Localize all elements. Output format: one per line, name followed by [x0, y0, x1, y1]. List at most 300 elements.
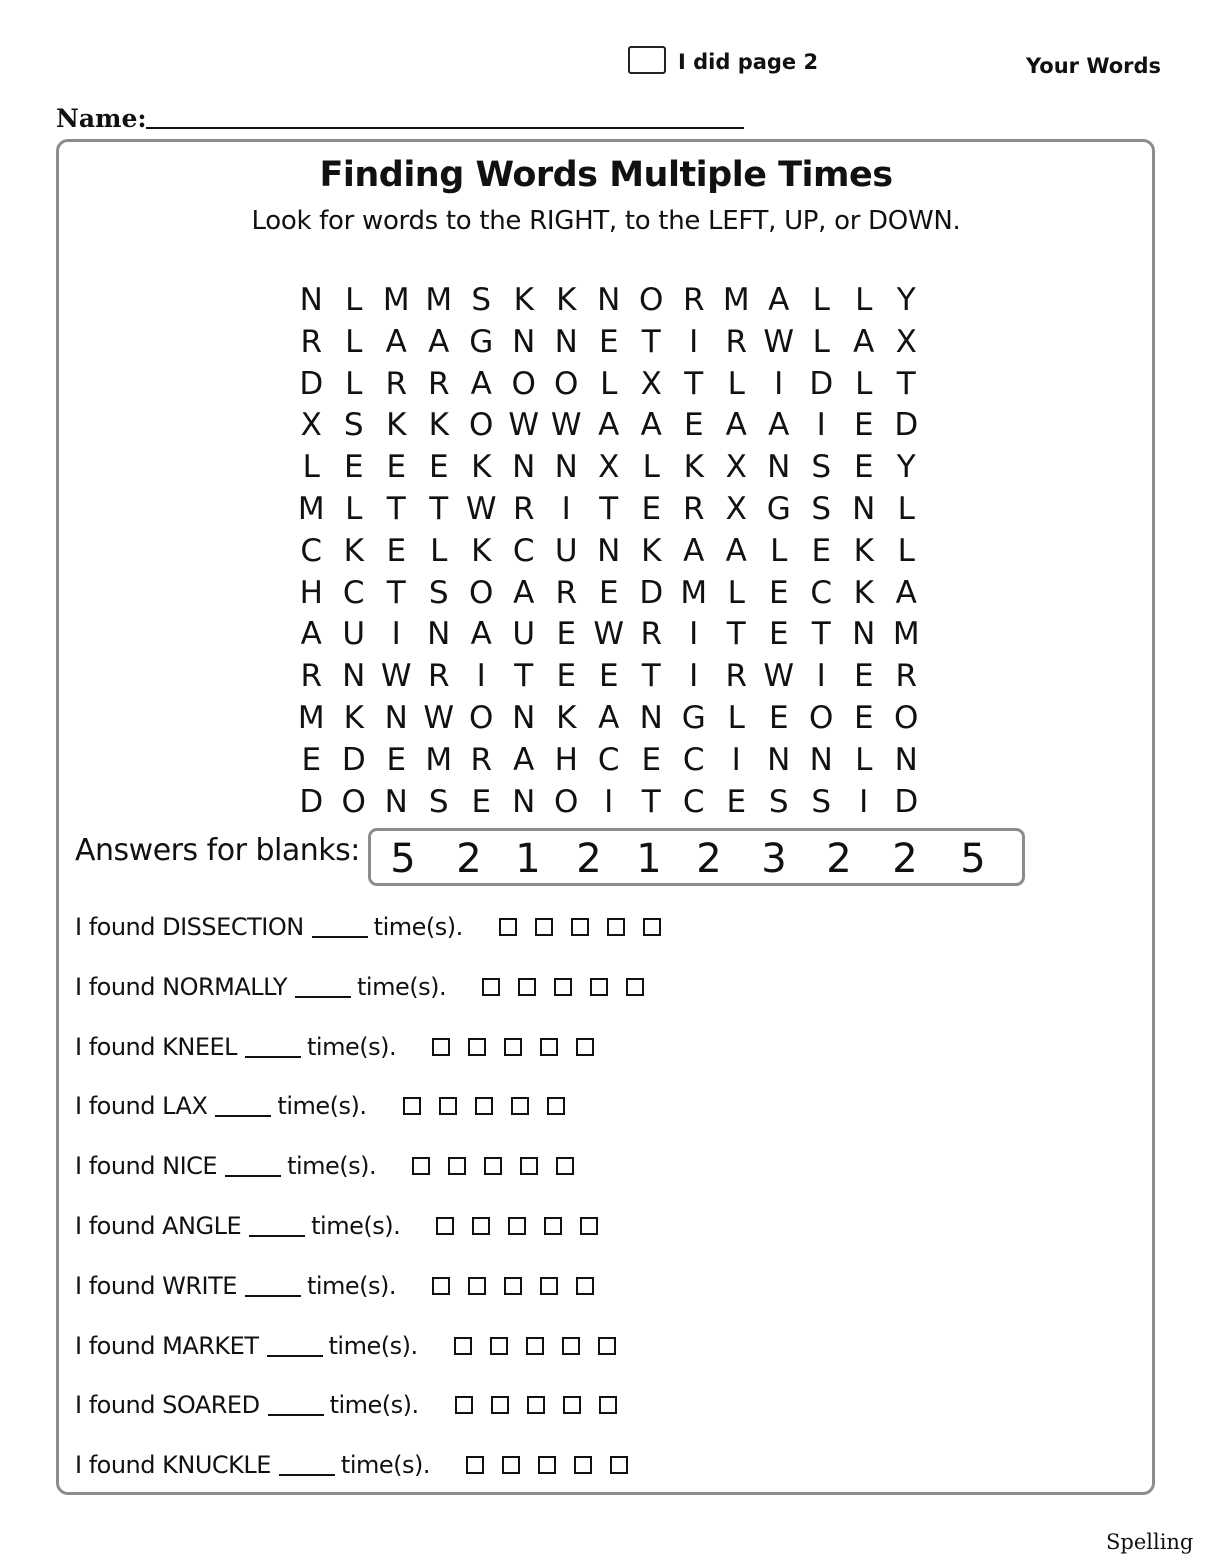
tally-checkbox[interactable] — [540, 1038, 558, 1056]
grid-letter: A — [470, 616, 492, 653]
grid-letter: I — [391, 616, 401, 653]
question-suffix: time(s). — [277, 1092, 367, 1121]
grid-letter: M — [297, 700, 325, 736]
your-words-label: Your Words — [1026, 54, 1162, 78]
grid-letter: W — [593, 616, 625, 653]
grid-letter: L — [345, 323, 363, 360]
grid-letter: N — [597, 532, 621, 569]
grid-letter: R — [512, 491, 535, 527]
tally-checkbox[interactable] — [482, 978, 500, 996]
grid-row — [290, 660, 928, 702]
question-suffix: time(s). — [340, 1451, 431, 1480]
tally-checkbox[interactable] — [554, 978, 572, 996]
grid-letter: O — [639, 282, 664, 318]
grid-letter: X — [895, 323, 917, 360]
question-suffix: time(s). — [287, 1152, 377, 1181]
grid-letter: T — [811, 616, 831, 653]
grid-row — [290, 574, 928, 619]
question-row — [75, 1450, 646, 1480]
question-text: I found DISSECTION — [75, 913, 304, 941]
grid-letter: A — [513, 574, 535, 611]
tally-checkbox[interactable] — [490, 1337, 508, 1355]
question-text: I found MARKET — [75, 1331, 259, 1360]
grid-row — [290, 702, 928, 744]
grid-letter: L — [345, 491, 363, 527]
tally-checkbox[interactable] — [598, 1337, 616, 1355]
page-title: Finding Words Multiple Times — [319, 155, 893, 195]
grid-letter: M — [425, 741, 453, 778]
answer-number: 3 — [761, 836, 787, 882]
grid-letter: E — [853, 449, 874, 486]
tally-checkbox[interactable] — [643, 918, 661, 936]
grid-row — [290, 451, 928, 493]
grid-letter: K — [853, 532, 874, 569]
answer-blank[interactable] — [279, 1474, 335, 1476]
grid-letter: M — [297, 491, 325, 527]
tally-checkbox[interactable] — [508, 1217, 526, 1235]
grid-letter: L — [430, 532, 448, 569]
name-label: Name: — [56, 104, 147, 133]
question-text: I found ANGLE — [75, 1212, 242, 1240]
grid-letter: D — [639, 574, 664, 611]
question-row — [75, 1271, 612, 1301]
did-page-2-checkbox[interactable] — [628, 46, 666, 74]
grid-letter: T — [386, 491, 406, 527]
grid-letter: T — [641, 783, 661, 820]
grid-letter: E — [726, 783, 747, 820]
grid-letter: U — [512, 616, 536, 653]
tally-checkbox[interactable] — [610, 1456, 628, 1474]
grid-letter: C — [597, 741, 620, 778]
grid-letter: X — [725, 491, 747, 527]
grid-letter: N — [512, 323, 536, 360]
grid-letter: I — [476, 658, 486, 695]
grid-letter: L — [855, 365, 873, 402]
tally-checkbox[interactable] — [468, 1038, 486, 1056]
question-text: I found KNEEL — [75, 1032, 238, 1061]
grid-letter: D — [299, 365, 324, 402]
grid-letter: D — [809, 365, 834, 402]
tally-checkbox[interactable] — [468, 1277, 486, 1295]
grid-letter: E — [853, 700, 874, 736]
grid-letter: E — [768, 700, 789, 736]
grid-letter: O — [809, 700, 834, 736]
grid-letter: U — [554, 532, 578, 569]
tally-checkbox[interactable] — [599, 1396, 617, 1414]
grid-letter: S — [428, 574, 449, 611]
tally-checkboxes — [482, 978, 662, 996]
question-suffix: time(s). — [373, 913, 463, 941]
grid-letter: W — [423, 700, 455, 736]
answer-blank[interactable] — [215, 1115, 271, 1117]
grid-row — [290, 783, 928, 828]
question-row — [75, 1331, 634, 1361]
question-text: I found WRITE — [75, 1271, 237, 1300]
answers-label: Answers for blanks: — [75, 833, 360, 868]
tally-checkbox[interactable] — [562, 1337, 580, 1355]
tally-checkbox[interactable] — [432, 1038, 450, 1056]
grid-letter: O — [469, 700, 494, 736]
grid-letter: E — [641, 741, 662, 778]
grid-letter: D — [894, 783, 919, 820]
name-field[interactable] — [146, 127, 744, 129]
tally-checkbox[interactable] — [472, 1217, 490, 1235]
grid-letter: A — [853, 323, 875, 360]
grid-letter: N — [767, 741, 791, 778]
grid-letter: A — [598, 700, 620, 736]
grid-letter: E — [386, 449, 407, 486]
grid-letter: A — [598, 407, 620, 444]
tally-checkbox[interactable] — [520, 1157, 538, 1175]
question-text: I found NORMALLY — [75, 972, 287, 1001]
grid-letter: I — [689, 616, 699, 653]
grid-letter: C — [682, 783, 705, 820]
grid-letter: O — [554, 365, 579, 402]
did-page-2-label: I did page 2 — [678, 50, 819, 74]
grid-letter: I — [731, 741, 741, 778]
grid-letter: R — [640, 616, 663, 653]
grid-letter: E — [471, 783, 492, 820]
question-suffix: time(s). — [356, 972, 447, 1001]
grid-letter: H — [299, 574, 323, 611]
grid-letter: L — [855, 741, 873, 778]
grid-letter: S — [471, 282, 492, 318]
tally-checkbox[interactable] — [574, 1456, 592, 1474]
grid-letter: L — [727, 365, 745, 402]
tally-checkboxes — [403, 1097, 583, 1115]
grid-letter: K — [641, 532, 662, 569]
grid-letter: E — [386, 741, 407, 778]
grid-letter: N — [852, 616, 876, 653]
grid-letter: E — [343, 449, 364, 486]
question-suffix: time(s). — [311, 1212, 401, 1240]
grid-letter: L — [812, 282, 830, 318]
grid-letter: X — [640, 365, 662, 402]
grid-letter: N — [299, 282, 323, 318]
grid-letter: M — [892, 616, 920, 653]
grid-letter: R — [300, 323, 323, 360]
grid-letter: A — [470, 365, 492, 402]
grid-letter: N — [427, 616, 451, 653]
grid-letter: A — [385, 323, 407, 360]
grid-letter: X — [725, 449, 747, 486]
grid-letter: N — [767, 449, 791, 486]
grid-letter: S — [811, 449, 832, 486]
grid-letter: W — [763, 658, 795, 695]
tally-checkbox[interactable] — [412, 1157, 430, 1175]
tally-checkbox[interactable] — [491, 1396, 509, 1414]
grid-letter: E — [853, 407, 874, 444]
question-row — [75, 912, 679, 942]
grid-letter: K — [428, 407, 449, 444]
tally-checkbox[interactable] — [454, 1337, 472, 1355]
grid-letter: L — [345, 365, 363, 402]
grid-row — [290, 409, 928, 451]
grid-letter: H — [554, 741, 578, 778]
grid-letter: E — [598, 658, 619, 695]
tally-checkbox[interactable] — [518, 978, 536, 996]
grid-letter: L — [897, 491, 915, 527]
tally-checkbox[interactable] — [502, 1456, 520, 1474]
grid-letter: L — [897, 532, 915, 569]
grid-letter: X — [300, 407, 322, 444]
tally-checkbox[interactable] — [527, 1396, 545, 1414]
answer-number: 2 — [826, 836, 852, 882]
grid-letter: W — [763, 323, 795, 360]
grid-letter: E — [641, 491, 662, 527]
tally-checkbox[interactable] — [607, 918, 625, 936]
answer-number: 1 — [636, 836, 662, 882]
grid-letter: C — [682, 741, 705, 778]
grid-letter: C — [342, 574, 365, 611]
answer-blank[interactable] — [312, 936, 368, 938]
tally-checkbox[interactable] — [448, 1157, 466, 1175]
grid-letter: M — [382, 282, 410, 318]
grid-letter: S — [343, 407, 364, 444]
grid-letter: M — [425, 282, 453, 318]
grid-letter: D — [894, 407, 919, 444]
question-row — [75, 1390, 635, 1420]
grid-letter: R — [300, 658, 323, 695]
grid-letter: S — [428, 783, 449, 820]
grid-letter: K — [556, 282, 577, 318]
tally-checkbox[interactable] — [439, 1097, 457, 1115]
question-suffix: time(s). — [306, 1271, 397, 1300]
grid-letter: W — [550, 407, 582, 444]
grid-letter: N — [554, 449, 578, 486]
answer-number: 2 — [892, 836, 918, 882]
grid-letter: N — [384, 700, 408, 736]
tally-checkbox[interactable] — [403, 1097, 421, 1115]
grid-letter: L — [642, 449, 660, 486]
grid-letter: N — [597, 282, 621, 318]
grid-letter: R — [725, 323, 748, 360]
tally-checkbox[interactable] — [538, 1456, 556, 1474]
grid-letter: N — [809, 741, 833, 778]
grid-letter: O — [554, 783, 579, 820]
grid-letter: R — [427, 658, 450, 695]
grid-letter: O — [341, 783, 366, 820]
grid-letter: T — [599, 491, 619, 527]
grid-letter: K — [471, 532, 492, 569]
grid-letter: T — [684, 365, 704, 402]
tally-checkboxes — [454, 1337, 634, 1355]
tally-checkbox[interactable] — [590, 978, 608, 996]
grid-letter: D — [341, 741, 366, 778]
grid-letter: R — [555, 574, 578, 611]
grid-letter: E — [301, 741, 322, 778]
grid-letter: O — [511, 365, 536, 402]
grid-letter: L — [345, 282, 363, 318]
grid-letter: T — [386, 574, 406, 611]
grid-letter: A — [640, 407, 662, 444]
answer-number: 2 — [456, 836, 482, 882]
grid-letter: G — [681, 700, 706, 736]
answers-box — [368, 828, 1025, 886]
grid-letter: L — [302, 449, 320, 486]
grid-letter: I — [816, 658, 826, 695]
grid-letter: I — [859, 783, 869, 820]
grid-letter: I — [816, 407, 826, 444]
grid-letter: W — [508, 407, 540, 444]
tally-checkbox[interactable] — [455, 1396, 473, 1414]
grid-letter: C — [810, 574, 833, 611]
grid-letter: E — [598, 323, 619, 360]
answer-blank[interactable] — [267, 1355, 323, 1357]
grid-letter: E — [853, 658, 874, 695]
grid-letter: K — [683, 449, 704, 486]
answer-blank[interactable] — [245, 1056, 301, 1058]
grid-letter: A — [768, 282, 790, 318]
grid-letter: E — [683, 407, 704, 444]
grid-letter: M — [722, 282, 750, 318]
grid-letter: R — [470, 741, 493, 778]
tally-checkbox[interactable] — [475, 1097, 493, 1115]
grid-letter: C — [300, 532, 323, 569]
tally-checkbox[interactable] — [544, 1217, 562, 1235]
question-suffix: time(s). — [328, 1331, 418, 1360]
grid-letter: M — [680, 574, 708, 611]
question-text: I found LAX — [75, 1092, 208, 1121]
tally-checkboxes — [432, 1038, 612, 1056]
tally-checkboxes — [466, 1456, 646, 1474]
question-row — [75, 1091, 583, 1121]
grid-letter: N — [512, 449, 536, 486]
grid-letter: N — [512, 700, 536, 736]
tally-checkbox[interactable] — [511, 1097, 529, 1115]
grid-letter: T — [896, 365, 916, 402]
tally-checkbox[interactable] — [563, 1396, 581, 1414]
grid-letter: S — [811, 491, 832, 527]
grid-letter: E — [768, 574, 789, 611]
grid-letter: N — [554, 323, 578, 360]
question-row — [75, 972, 662, 1002]
grid-letter: A — [428, 323, 450, 360]
tally-checkbox[interactable] — [547, 1097, 565, 1115]
grid-letter: N — [512, 783, 536, 820]
grid-letter: A — [513, 741, 535, 778]
grid-letter: R — [682, 282, 705, 318]
grid-row — [290, 493, 928, 535]
grid-letter: E — [556, 616, 577, 653]
grid-letter: O — [469, 574, 494, 611]
grid-letter: L — [812, 323, 830, 360]
grid-letter: I — [774, 365, 784, 402]
tally-checkbox[interactable] — [576, 1038, 594, 1056]
answer-number: 1 — [515, 836, 541, 882]
grid-letter: I — [689, 323, 699, 360]
tally-checkbox[interactable] — [504, 1038, 522, 1056]
grid-letter: K — [343, 700, 364, 736]
tally-checkbox[interactable] — [432, 1277, 450, 1295]
tally-checkboxes — [436, 1217, 616, 1235]
grid-row — [290, 618, 928, 660]
grid-letter: X — [598, 449, 620, 486]
grid-letter: W — [465, 491, 497, 527]
grid-letter: O — [894, 700, 919, 736]
grid-letter: E — [598, 574, 619, 611]
tally-checkbox[interactable] — [571, 918, 589, 936]
grid-letter: L — [600, 365, 618, 402]
answer-blank[interactable] — [249, 1235, 305, 1237]
grid-letter: G — [469, 323, 494, 360]
grid-letter: Y — [896, 449, 916, 486]
answer-blank[interactable] — [295, 996, 351, 998]
grid-letter: E — [428, 449, 449, 486]
question-row — [75, 1032, 612, 1062]
tally-checkboxes — [499, 918, 679, 936]
footer-subject: Spelling — [1106, 1530, 1194, 1554]
grid-letter: T — [641, 658, 661, 695]
grid-letter: I — [561, 491, 571, 527]
grid-letter: Y — [896, 282, 916, 318]
tally-checkbox[interactable] — [484, 1157, 502, 1175]
grid-letter: I — [604, 783, 614, 820]
grid-letter: A — [300, 616, 322, 653]
grid-letter: L — [770, 532, 788, 569]
answer-blank[interactable] — [245, 1295, 301, 1297]
grid-letter: T — [641, 323, 661, 360]
question-row — [75, 1151, 592, 1181]
grid-letter: O — [469, 407, 494, 444]
tally-checkbox[interactable] — [499, 918, 517, 936]
tally-checkbox[interactable] — [580, 1217, 598, 1235]
tally-checkbox[interactable] — [466, 1456, 484, 1474]
tally-checkbox[interactable] — [540, 1277, 558, 1295]
grid-row — [290, 365, 928, 410]
tally-checkbox[interactable] — [526, 1337, 544, 1355]
tally-checkbox[interactable] — [436, 1217, 454, 1235]
grid-letter: W — [380, 658, 412, 695]
tally-checkbox[interactable] — [556, 1157, 574, 1175]
grid-letter: N — [384, 783, 408, 820]
answer-blank[interactable] — [225, 1175, 281, 1177]
grid-letter: E — [556, 658, 577, 695]
grid-letter: A — [725, 407, 747, 444]
grid-letter: R — [682, 491, 705, 527]
grid-letter: K — [386, 407, 407, 444]
tally-checkboxes — [455, 1396, 635, 1414]
grid-letter: I — [689, 658, 699, 695]
answer-number: 2 — [696, 836, 722, 882]
grid-letter: T — [429, 491, 449, 527]
grid-letter: A — [725, 532, 747, 569]
grid-letter: K — [471, 449, 492, 486]
grid-letter: A — [683, 532, 705, 569]
grid-row — [290, 323, 928, 368]
grid-letter: K — [343, 532, 364, 569]
answer-blank[interactable] — [268, 1414, 324, 1416]
question-suffix: time(s). — [329, 1391, 419, 1420]
grid-letter: T — [726, 616, 746, 653]
grid-letter: L — [727, 700, 745, 736]
grid-letter: U — [342, 616, 366, 653]
tally-checkbox[interactable] — [504, 1277, 522, 1295]
tally-checkbox[interactable] — [576, 1277, 594, 1295]
question-suffix: time(s). — [307, 1032, 397, 1061]
grid-letter: A — [895, 574, 917, 611]
grid-letter: N — [342, 658, 366, 695]
tally-checkbox[interactable] — [535, 918, 553, 936]
instructions: Look for words to the RIGHT, to the LEFT, UP, or DOWN. — [251, 206, 961, 236]
grid-letter: E — [768, 616, 789, 653]
grid-letter: R — [385, 365, 408, 402]
tally-checkbox[interactable] — [626, 978, 644, 996]
tally-checkboxes — [412, 1157, 592, 1175]
grid-letter: N — [639, 700, 663, 736]
grid-letter: A — [768, 407, 790, 444]
grid-letter: K — [556, 700, 577, 736]
